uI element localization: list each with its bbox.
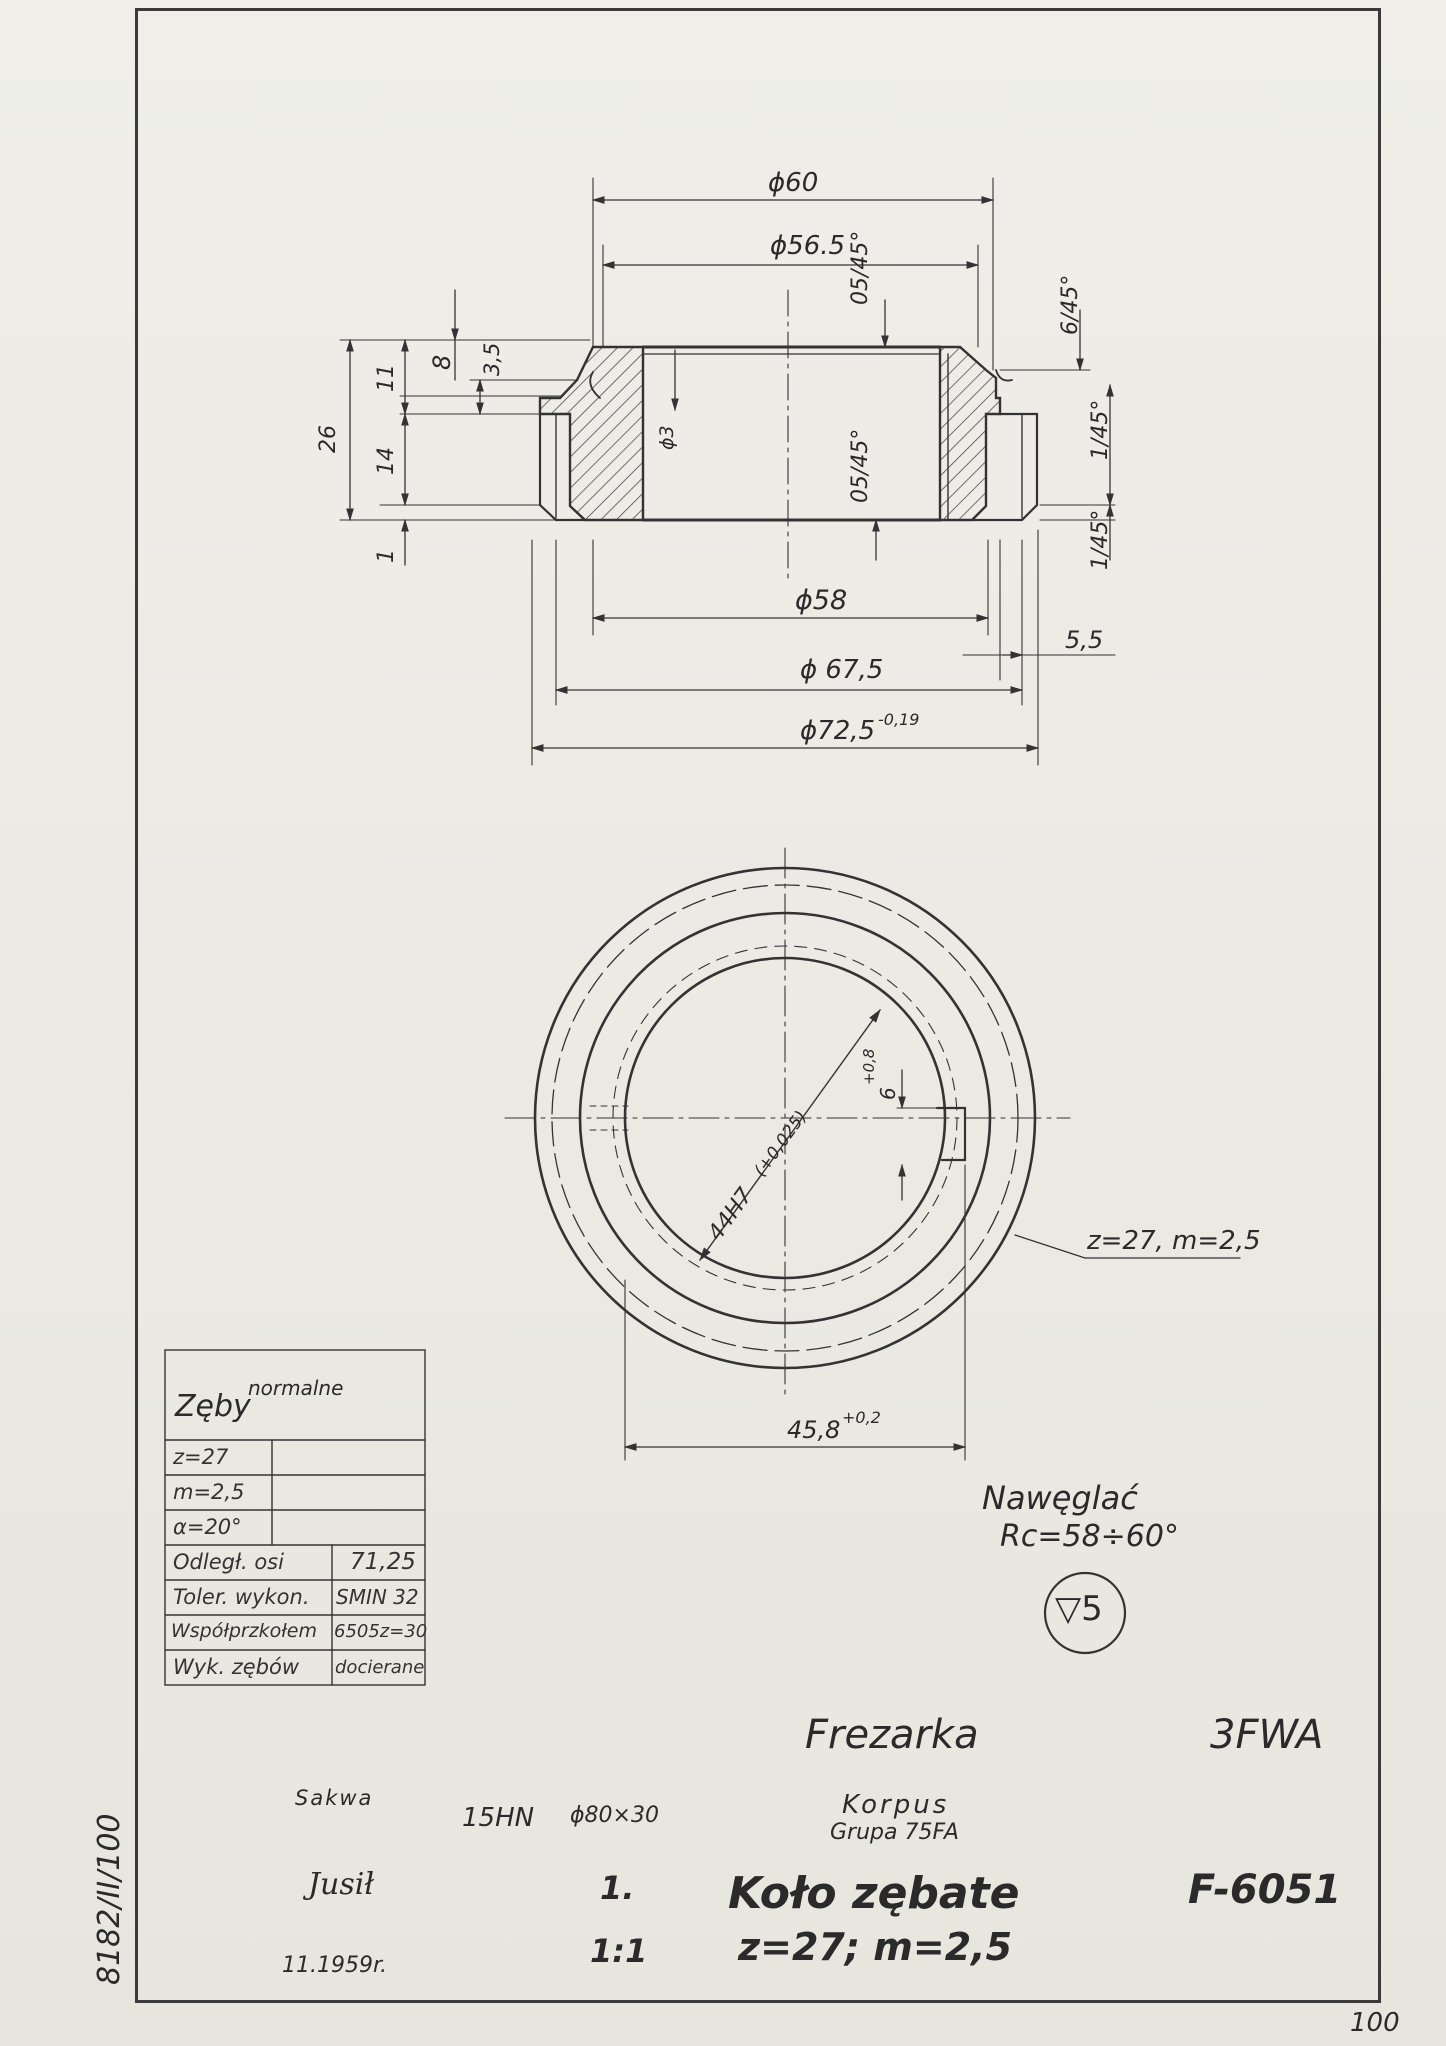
page-number: 100 xyxy=(1350,2008,1400,2038)
dim-bore: 44H7 xyxy=(703,1183,759,1246)
surface-finish-symbol: ▽5 xyxy=(1055,1589,1103,1629)
assembly-group: Grupa 75FA xyxy=(830,1820,959,1845)
table-row-value: SMIN 32 xyxy=(336,1585,419,1609)
treatment-hardness: Rc=58÷60° xyxy=(1000,1519,1179,1554)
dim-chamfer-bore: 05/45° xyxy=(848,428,873,503)
dim-keyway-tolerance: +0,8 xyxy=(860,1048,878,1085)
table-row-value: docierane xyxy=(335,1657,425,1678)
table-row-label: m=2,5 xyxy=(173,1480,245,1504)
treatment-carburize: Nawęglać xyxy=(982,1479,1138,1517)
table-row-label: α=20° xyxy=(173,1515,242,1539)
table-row-label: Wyk. zębów xyxy=(173,1655,299,1679)
assembly-name: Korpus xyxy=(842,1790,950,1820)
margin-archive-note: 8182/II/100 xyxy=(92,1813,127,1985)
dim-height-11: 11 xyxy=(374,364,399,392)
dim-d72-5-tolerance: -0,19 xyxy=(878,710,920,729)
dim-d60: ϕ60 xyxy=(768,168,819,198)
dim-width: 45,8 xyxy=(787,1416,841,1444)
dim-chamfer-right: 6/45° xyxy=(1058,274,1083,335)
table-row-value: 6505z=30 xyxy=(334,1621,428,1642)
dim-d58: ϕ58 xyxy=(795,585,848,616)
part-name: Koło zębate xyxy=(728,1868,1020,1919)
machine-name: Frezarka xyxy=(805,1712,979,1758)
dim-keyway: 6 xyxy=(876,1087,900,1100)
designer-name: Sakwa xyxy=(295,1786,374,1810)
table-row-label: Odległ. osi xyxy=(173,1550,284,1574)
material: 15HN xyxy=(462,1803,535,1833)
table-title: Zęby xyxy=(175,1389,251,1424)
dim-height-14: 14 xyxy=(374,447,399,475)
dim-chamfer-top: 05/45° xyxy=(848,230,873,305)
dim-5-5: 5,5 xyxy=(1065,626,1104,654)
section-right-wall xyxy=(940,347,1000,520)
machine-code: 3FWA xyxy=(1210,1712,1324,1758)
table-row-label: Toler. wykon. xyxy=(173,1585,310,1609)
table-row-label: z=27 xyxy=(173,1445,229,1469)
dim-height-26: 26 xyxy=(316,425,341,453)
dim-d3: ϕ3 xyxy=(656,425,678,450)
gear-spec-label: z=27, m=2,5 xyxy=(1087,1226,1261,1256)
table-row-label: Współprzkołem xyxy=(171,1620,317,1642)
quantity: 1. xyxy=(600,1869,635,1907)
part-spec: z=27; m=2,5 xyxy=(738,1925,1013,1969)
dim-chamfer-right-mid: 1/45° xyxy=(1088,399,1113,460)
dim-3-5: 3,5 xyxy=(480,342,504,376)
dim-height-1: 1 xyxy=(374,549,399,563)
dim-height-8: 8 xyxy=(428,354,456,370)
dim-bore-tolerance: (+0,025) xyxy=(750,1107,812,1181)
dim-d67-5: ϕ 67,5 xyxy=(800,655,884,685)
dim-d72-5: ϕ72,5 xyxy=(800,716,876,746)
drawing-date: 11.1959r. xyxy=(282,1953,387,1978)
table-row-value: 71,25 xyxy=(350,1549,416,1575)
drawing-number: F-6051 xyxy=(1188,1867,1342,1913)
dim-width-tolerance: +0,2 xyxy=(842,1408,881,1427)
table-title-superscript: normalne xyxy=(248,1376,344,1400)
checker-signature: Jusił xyxy=(308,1867,375,1902)
dim-d56-5: ϕ56.5 xyxy=(770,231,846,261)
stock-size: ϕ80×30 xyxy=(570,1803,659,1828)
dim-chamfer-right-bottom: 1/45° xyxy=(1088,509,1113,570)
scale: 1:1 xyxy=(590,1932,648,1970)
